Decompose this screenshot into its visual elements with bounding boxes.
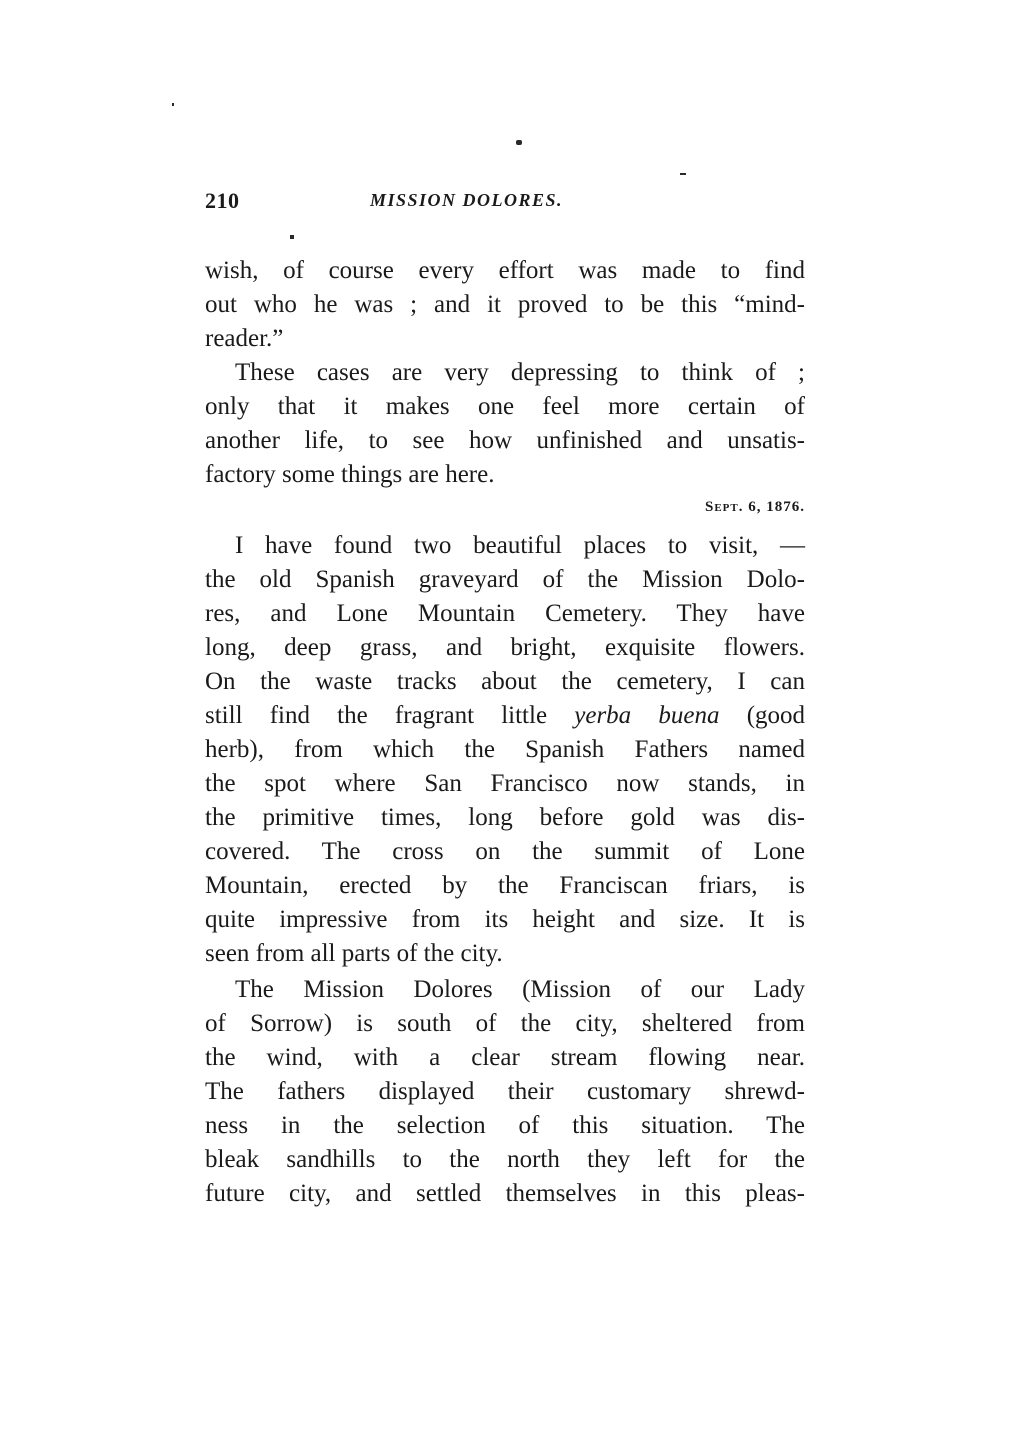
page-number: 210 xyxy=(205,188,240,213)
text-line: res, and Lone Mountain Cemetery. They have xyxy=(205,600,805,627)
text-line: reader.” xyxy=(205,325,284,352)
text-line: another life, to see how unfinished and unsatis- xyxy=(205,427,805,454)
scan-speck xyxy=(172,103,174,106)
text-line: factory some things are here. xyxy=(205,461,495,488)
text-line: of Sorrow) is south of the city, sheltered from xyxy=(205,1010,805,1037)
italic-phrase: yerba buena xyxy=(574,702,720,729)
scan-speck xyxy=(516,140,522,145)
text-line: quite impressive from its height and size. It is xyxy=(205,906,805,933)
text-line: Mountain, erected by the Franciscan friars, is xyxy=(205,872,805,899)
text-line: On the waste tracks about the cemetery, I can xyxy=(205,668,805,695)
text-line: wish, of course every effort was made to find xyxy=(205,257,805,284)
page-header xyxy=(205,188,810,222)
text-line: The Mission Dolores (Mission of our Lady xyxy=(235,976,805,1003)
text-line: the primitive times, long before gold was dis- xyxy=(205,804,805,831)
text-line: only that it makes one feel more certain of xyxy=(205,393,805,420)
text-line: future city, and settled themselves in this pleas- xyxy=(205,1180,805,1207)
text-line: The fathers displayed their customary shrewd- xyxy=(205,1078,805,1105)
running-head: MISSION DOLORES. xyxy=(370,190,564,210)
dateline: Sept. 6, 1876. xyxy=(705,499,805,515)
text-line: seen from all parts of the city. xyxy=(205,940,503,967)
text-line: the old Spanish graveyard of the Mission Dolo- xyxy=(205,566,805,593)
text-line: bleak sandhills to the north they left for the xyxy=(205,1146,805,1173)
text-line: ness in the selection of this situation. The xyxy=(205,1112,805,1139)
text-fragment: still find the fragrant little xyxy=(205,702,548,729)
text-line-with-italic xyxy=(205,699,805,733)
text-line: long, deep grass, and bright, exquisite flowers. xyxy=(205,634,805,661)
scan-speck xyxy=(290,235,294,239)
text-line: herb), from which the Spanish Fathers named xyxy=(205,736,805,763)
scan-speck xyxy=(680,173,686,175)
text-line: covered. The cross on the summit of Lone xyxy=(205,838,805,865)
text-line: out who he was ; and it proved to be this “mind- xyxy=(205,291,805,318)
text-line: I have found two beautiful places to visit, — xyxy=(235,532,805,559)
text-line: These cases are very depressing to think of ; xyxy=(235,359,805,386)
text-line: the spot where San Francisco now stands, in xyxy=(205,770,805,797)
text-line: the wind, with a clear stream flowing near. xyxy=(205,1044,805,1071)
text-fragment: (good xyxy=(746,702,806,729)
